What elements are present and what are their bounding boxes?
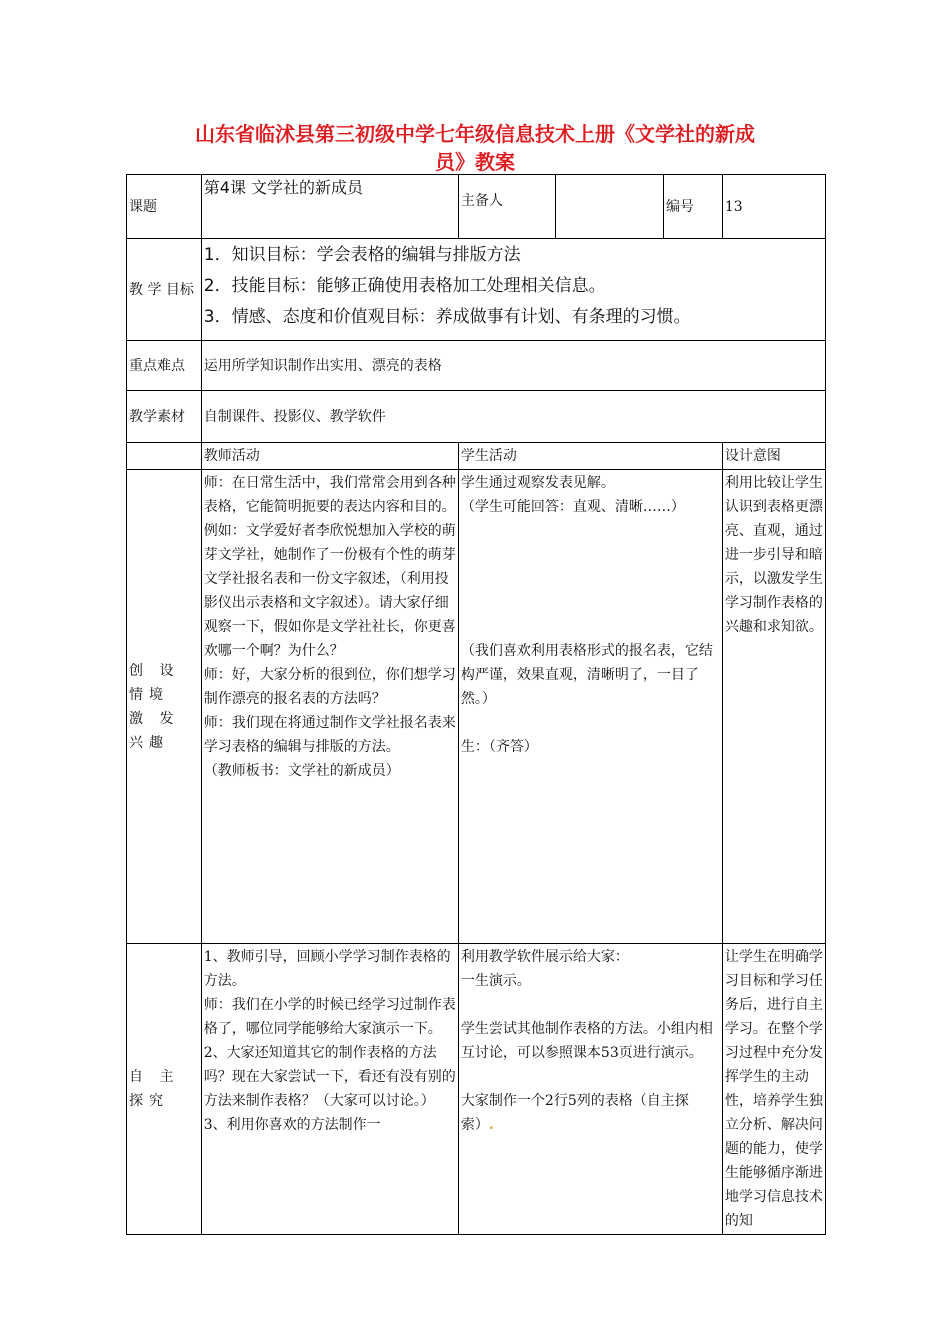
document-title — [120, 120, 830, 176]
key-points-row — [127, 341, 826, 391]
teacher-paragraph: 3、利用你喜欢的方法制作一 — [203, 1117, 381, 1133]
goal-item: 1．知识目标：学会表格的编辑与排版方法 — [203, 245, 521, 265]
materials-value: 自制课件、投影仪、教学软件 — [201, 391, 825, 443]
section-2-teacher — [201, 944, 458, 1235]
empty-cell — [127, 443, 202, 470]
goal-item: 3．情感、态度和价值观目标：养成做事有计划、有条理的习惯。 — [203, 307, 691, 327]
number-value: 13 — [722, 175, 825, 239]
student-paragraph: 一生演示。 — [460, 973, 531, 989]
title-line-1: 山东省临沭县第三初级中学七年级信息技术上册《文学社的新成 — [195, 122, 755, 146]
teacher-paragraph: 1、教师引导，回顾小学学习制作表格的方法。 — [203, 949, 451, 989]
key-points-value: 运用所学知识制作出实用、漂亮的表格 — [201, 341, 825, 391]
lesson-plan-table — [126, 174, 826, 1235]
goals-list — [201, 239, 825, 341]
column-header-row — [127, 443, 826, 470]
teacher-paragraph: （教师板书：文学社的新成员） — [203, 763, 400, 779]
student-paragraph: （学生可能回答：直观、清晰……） — [460, 499, 685, 515]
student-paragraph-text: 大家制作一个2行5列的表格（自主探索） — [460, 1093, 689, 1133]
section-1-student — [458, 470, 722, 944]
teacher-column-header: 教师活动 — [201, 443, 458, 470]
section-2-row — [127, 944, 826, 1235]
title-line-2: 员》教案 — [435, 150, 515, 174]
materials-row — [127, 391, 826, 443]
marker-dot: . — [488, 1117, 494, 1133]
preparer-value — [556, 175, 664, 239]
design-column-header: 设计意图 — [722, 443, 825, 470]
section-2-design: 让学生在明确学习目标和学习任务后，进行自主学习。在整个学习过程中充分发挥学生的主动性，培养学生独立分析、解决问题的能力，使学生能够循序渐进地学习信息技术的知 — [722, 944, 825, 1235]
goals-row — [127, 239, 826, 341]
teacher-paragraph: 2、大家还知道其它的制作表格的方法吗？现在大家尝试一下，看还有没有别的方法来制作表格？（大家可以讨论。） — [203, 1045, 456, 1109]
student-paragraph: 学生通过观察发表见解。 — [460, 475, 615, 491]
section-1-label: 创 设 情境 激 发兴趣 — [127, 470, 202, 944]
key-points-label: 重点难点 — [127, 341, 202, 391]
student-paragraph: （我们喜欢利用表格形式的报名表，它结构严谨，效果直观，清晰明了，一目了然。） — [460, 643, 713, 707]
goal-item: 2．技能目标：能够正确使用表格加工处理相关信息。 — [203, 276, 606, 296]
section-2-label: 自 主 探究 — [127, 944, 202, 1235]
section-2-student — [458, 944, 722, 1235]
section-1-row — [127, 470, 826, 944]
preparer-label: 主备人 — [458, 175, 555, 239]
materials-label: 教学素材 — [127, 391, 202, 443]
student-paragraph — [461, 1089, 720, 1137]
section-1-design: 利用比较让学生认识到表格更漂亮、直观，通过进一步引导和暗示，以激发学生学习制作表格的兴趣和求知欲。 — [722, 470, 825, 944]
student-column-header: 学生活动 — [458, 443, 722, 470]
teacher-paragraph: 师：在日常生活中，我们常常会用到各种表格，它能简明扼要的表达内容和目的。例如：文学爱好者李欣悦想加入学校的萌芽文学社，她制作了一份极有个性的萌芽文学社报名表和一份文字叙述，（利用投影仪出示表格和文字叙述）。请大家仔细观察一下，假如你是文学社社长，你更喜欢哪一个啊？为什么？ — [203, 475, 456, 659]
number-label: 编号 — [663, 175, 722, 239]
student-paragraph: 生：（齐答） — [460, 739, 538, 755]
teacher-paragraph: 师：我们在小学的时候已经学习过制作表格了，哪位同学能够给大家演示一下。 — [203, 997, 456, 1037]
topic-value: 第4课 文学社的新成员 — [201, 175, 458, 239]
goals-label: 教 学 目标 — [127, 239, 202, 341]
header-row — [127, 175, 826, 239]
teacher-paragraph: 师：好，大家分析的很到位，你们想学习制作漂亮的报名表的方法吗？ — [203, 667, 456, 707]
topic-label: 课题 — [127, 175, 202, 239]
teacher-paragraph: 师：我们现在将通过制作文学社报名表来学习表格的编辑与排版的方法。 — [203, 715, 456, 755]
student-paragraph: 学生尝试其他制作表格的方法。小组内相互讨论，可以参照课本53页进行演示。 — [460, 1021, 713, 1061]
section-1-teacher — [201, 470, 458, 944]
student-paragraph: 利用教学软件展示给大家： — [460, 949, 629, 965]
